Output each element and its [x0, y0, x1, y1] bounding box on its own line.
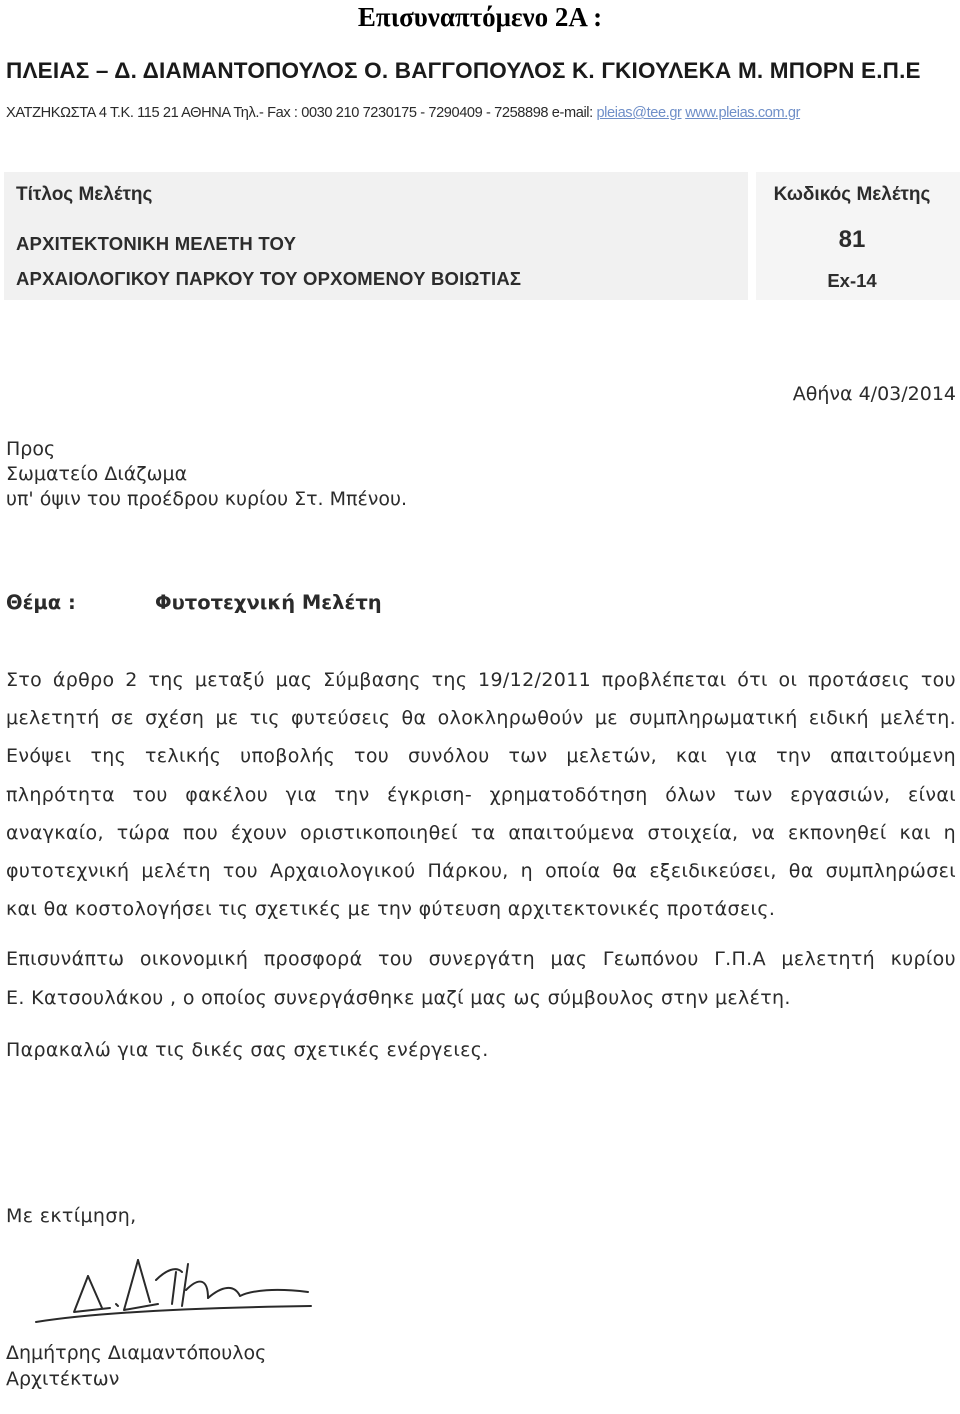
study-code-label: Κωδικός Μελέτης	[773, 184, 931, 205]
firm-name: ΠΛΕΙΑΣ – Δ. ΔΙΑΜΑΝΤΟΠΟΥΛΟΣ Ο. ΒΑΓΓΟΠΟΥΛΟΣ Κ. ΓΚΙΟΥΛΕΚΑ Μ. ΜΠΟΡΝ Ε.Π.Ε	[6, 58, 921, 83]
closing-greeting: Με εκτίμηση,	[6, 1205, 137, 1227]
body-paragraph-3: Παρακαλώ για τις δικές σας σχετικές ενέργειες.	[6, 1039, 489, 1061]
recipient-organization: Σωματείο Διάζωμα	[6, 463, 188, 485]
study-title-line-1: ΑΡΧΙΤΕΚΤΟΝΙΚΗ ΜΕΛΕΤΗ ΤΟΥ	[16, 233, 297, 254]
body-paragraph-1-line: Στο άρθρο 2 της μεταξύ μας Σύμβασης της 19/12/2011 προβλέπεται ότι οι προτάσεις του	[6, 669, 956, 691]
study-code-number: 81	[838, 226, 866, 253]
body-paragraph-1-line: αναγκαίο, τώρα που έχουν οριστικοποιηθεί τα απαιτούμενα στοιχεία, να εκπονηθεί και η	[6, 822, 956, 844]
subject-label: Θέμα :	[6, 591, 76, 614]
signatory-name: Δημήτρης Διαμαντόπουλος	[6, 1342, 267, 1364]
letter-date: Αθήνα 4/03/2014	[792, 383, 956, 405]
study-title-line-2: ΑΡΧΑΙΟΛΟΓΙΚΟΥ ΠΑΡΚΟΥ ΤΟΥ ΟΡΧΟΜΕΝΟΥ ΒΟΙΩΤΙΑΣ	[16, 268, 522, 289]
body-paragraph-2-line: Επισυνάπτω οικονομική προσφορά του συνεργάτη μας Γεωπόνου Γ.Π.Α μελετητή κυρίου	[6, 948, 956, 970]
signatory-title: Αρχιτέκτων	[6, 1368, 120, 1390]
subject-value: Φυτοτεχνική Μελέτη	[155, 591, 382, 614]
body-paragraph-1-line: και θα κοστολογήσει τις σχετικές με την φύτευση αρχιτεκτονικές προτάσεις.	[6, 898, 776, 920]
firm-website-link[interactable]: www.pleias.com.gr	[685, 105, 801, 121]
firm-email-link[interactable]: pleias@tee.gr	[596, 105, 682, 121]
handwritten-signature	[26, 1250, 326, 1330]
body-paragraph-2-line: Ε. Κατσουλάκου , ο οποίος συνεργάσθηκε μαζί μας ως σύμβουλος στην μελέτη.	[6, 987, 791, 1009]
study-code-ref: Εx-14	[827, 270, 877, 291]
study-title-label: Τίτλος Μελέτης	[16, 184, 153, 205]
body-paragraph-1-line: μελετητή σε σχέση με τις φυτεύσεις θα ολοκληρωθούν με συμπληρωματική ειδική μελέτη.	[6, 707, 956, 729]
recipient-attention: υπ' όψιν του προέδρου κυρίου Στ. Μπένου.	[6, 488, 408, 510]
body-paragraph-1-line: πληρότητα του φακέλου για την έγκριση- χρηματοδότηση όλων των εργασιών, είναι	[6, 784, 956, 806]
recipient-to: Προς	[6, 438, 56, 460]
firm-address-phone: ΧΑΤΖΗΚΩΣΤΑ 4 Τ.Κ. 115 21 ΑΘΗΝΑ Τηλ.- Fax : 0030 210 7230175 - 7290409 - 7258898 e-mail:	[6, 105, 593, 121]
body-paragraph-1-line: φυτοτεχνική μελέτη του Αρχαιολογικού Πάρκου, η οποία θα εξειδικεύσει, θα συμπληρώσει	[6, 860, 956, 882]
firm-contact	[6, 105, 800, 121]
body-paragraph-1-line: Ενόψει της τελικής υποβολής του συνόλου των μελετών, και για την απαιτούμενη	[6, 745, 956, 767]
attachment-caption: Επισυναπτόμενο 2Α :	[357, 2, 603, 32]
